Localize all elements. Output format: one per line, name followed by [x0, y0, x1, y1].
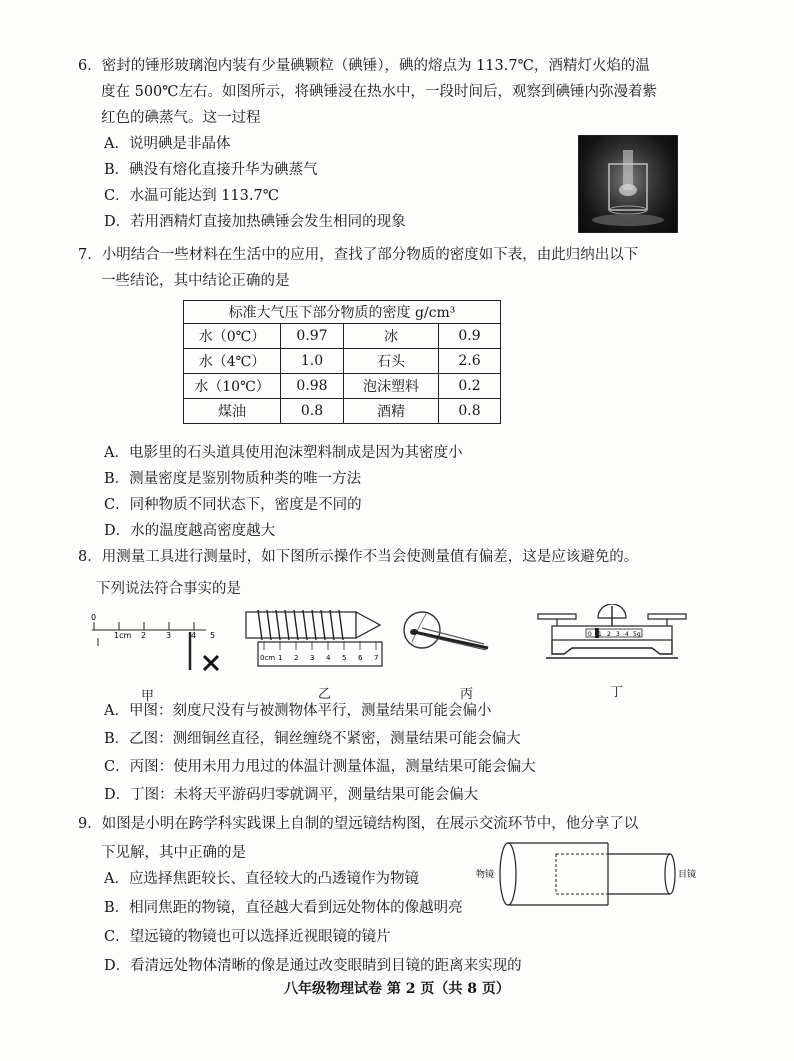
ruler-tick-label: 3 — [310, 654, 315, 662]
iodine-hammer-photo — [578, 135, 678, 233]
beaker-sketch — [579, 136, 677, 232]
balance-figure-ding — [532, 604, 692, 674]
eyepiece-lens-icon — [665, 854, 675, 894]
table-cell: 冰 — [344, 324, 439, 349]
table-row — [184, 374, 501, 399]
q8-option-c: C．丙图：使用未用力甩过的体温计测量体温，测量结果可能会偏大 — [104, 759, 536, 775]
table-cell: 水（10℃） — [184, 374, 281, 399]
q9-stem-line2: 下见解，其中正确的是 — [101, 845, 246, 861]
wire-coil-figure-yi — [240, 604, 390, 674]
ruler-tick-label: 1cm — [114, 631, 132, 640]
q9-stem-line1: 9．如图是小明在跨学科实践课上自制的望远镜结构图，在展示交流环节中，他分享了以 — [78, 816, 639, 832]
table-cell: 酒精 — [344, 399, 439, 424]
density-table — [183, 300, 501, 424]
balance-tick-label: 2 — [607, 631, 611, 638]
q9-option-b: B．相同焦距的物镜，直径越大看到远处物体的像越明亮 — [104, 900, 463, 916]
q6-option-b: B．碘没有熔化直接升华为碘蒸气 — [104, 162, 318, 178]
q8-option-b: B．乙图：测细铜丝直径，铜丝缠绕不紧密，测量结果可能会偏大 — [104, 731, 521, 747]
ruler-tick-label: 6 — [358, 654, 363, 662]
table-cell: 水（4℃） — [184, 349, 281, 374]
balance-tick-label: 0 — [588, 631, 592, 638]
table-cell: 石头 — [344, 349, 439, 374]
ruler-tick-label: 5 — [342, 654, 347, 662]
q9-option-c: C．望远镜的物镜也可以选择近视眼镜的镜片 — [104, 929, 391, 945]
table-row — [184, 399, 501, 424]
q7-option-a: A．电影里的石头道具使用泡沫塑料制成是因为其密度小 — [104, 445, 463, 461]
ruler-tick-label: 4 — [326, 654, 331, 662]
figure-caption-yi: 乙 — [318, 687, 332, 702]
telescope-diagram — [470, 838, 720, 912]
ruler-tick-label: 4 — [191, 631, 197, 640]
q6-option-c: C．水温可能达到 113.7℃ — [104, 188, 279, 204]
ruler-tick-label: 1 — [278, 654, 283, 662]
ruler-tick-label: 0cm — [260, 654, 276, 662]
q6-option-d: D．若用酒精灯直接加热碘锤会发生相同的现象 — [104, 214, 406, 230]
q8-option-d: D．丁图：未将天平游码归零就调平，测量结果可能会偏大 — [104, 787, 479, 803]
q7-option-b: B．测量密度是鉴别物质种类的唯一方法 — [104, 471, 362, 487]
q9-option-a: A．应选择焦距较长、直径较大的凸透镜作为物镜 — [104, 871, 419, 887]
q8-stem-line1: 8．用测量工具进行测量时，如下图所示操作不当会使测量值有偏差，这是应该避免的。 — [78, 549, 639, 565]
objective-lens-label: 物镜 — [476, 870, 495, 880]
table-cell: 泡沫塑料 — [344, 374, 439, 399]
table-cell: 1.0 — [281, 349, 344, 374]
table-caption: 标准大气压下部分物质的密度 g/cm³ — [184, 301, 501, 324]
table-cell: 2.6 — [439, 349, 501, 374]
table-cell: 0.9 — [439, 324, 501, 349]
page-footer: 八年级物理试卷 第 2 页（共 8 页） — [284, 981, 510, 997]
ruler-tick-label: 0 — [91, 613, 97, 622]
ruler-tick-label: 2 — [141, 631, 147, 640]
inner-tube — [556, 854, 670, 894]
q6-stem-line3: 红色的碘蒸气。这一过程 — [101, 110, 261, 126]
wrong-cross-icon — [204, 656, 218, 670]
table-row — [184, 324, 501, 349]
figure-caption-ding: 丁 — [610, 685, 624, 700]
q6-stem-line1: 6．密封的锤形玻璃泡内装有少量碘颗粒（碘锤），碘的熔点为 113.7℃，酒精灯火焰的温 — [78, 58, 650, 74]
table-row — [184, 349, 501, 374]
table-cell: 水（0℃） — [184, 324, 281, 349]
q9-option-d: D．看清远处物体清晰的像是通过改变眼睛到目镜的距离来实现的 — [104, 958, 522, 974]
ruler-figure-jia — [86, 610, 226, 680]
table-caption-row — [184, 301, 501, 324]
table-cell: 0.8 — [439, 399, 501, 424]
balance-tick-label: 5g — [633, 631, 641, 638]
q7-stem-line2: 一些结论，其中结论正确的是 — [101, 273, 290, 289]
figure-caption-bing: 丙 — [460, 687, 474, 702]
ruler-tick-label: 7 — [374, 654, 379, 662]
q7-option-c: C．同种物质不同状态下，密度是不同的 — [104, 497, 362, 513]
q8-stem-line2: 下列说法符合事实的是 — [96, 581, 241, 597]
objective-lens-icon — [500, 843, 516, 905]
q7-stem-line1: 7．小明结合一些材料在生活中的应用，查找了部分物质的密度如下表，由此归纳出以下 — [78, 247, 639, 263]
q7-option-d: D．水的温度越高密度越大 — [104, 523, 276, 539]
balance-tick-label: 1 — [598, 631, 602, 638]
table-cell: 0.98 — [281, 374, 344, 399]
thermometer-figure-bing — [396, 600, 496, 672]
table-cell: 0.8 — [281, 399, 344, 424]
table-cell: 0.2 — [439, 374, 501, 399]
q8-option-a: A．甲图：刻度尺没有与被测物体平行，测量结果可能会偏小 — [104, 703, 492, 719]
balance-tick-label: 3 — [616, 631, 620, 638]
figure-caption-jia: 甲 — [141, 689, 155, 704]
table-cell: 0.97 — [281, 324, 344, 349]
q6-option-a: A．说明碘是非晶体 — [104, 136, 231, 152]
q6-stem-line2: 度在 500℃左右。如图所示，将碘锤浸在热水中，一段时间后，观察到碘锤内弥漫着紫 — [101, 84, 658, 100]
ruler-tick-label: 5 — [210, 631, 216, 640]
table-cell: 煤油 — [184, 399, 281, 424]
ruler-tick-label: 2 — [294, 654, 299, 662]
eyepiece-lens-label: 目镜 — [678, 870, 697, 880]
balance-tick-label: 4 — [625, 631, 629, 638]
ruler-tick-label: 3 — [166, 631, 172, 640]
